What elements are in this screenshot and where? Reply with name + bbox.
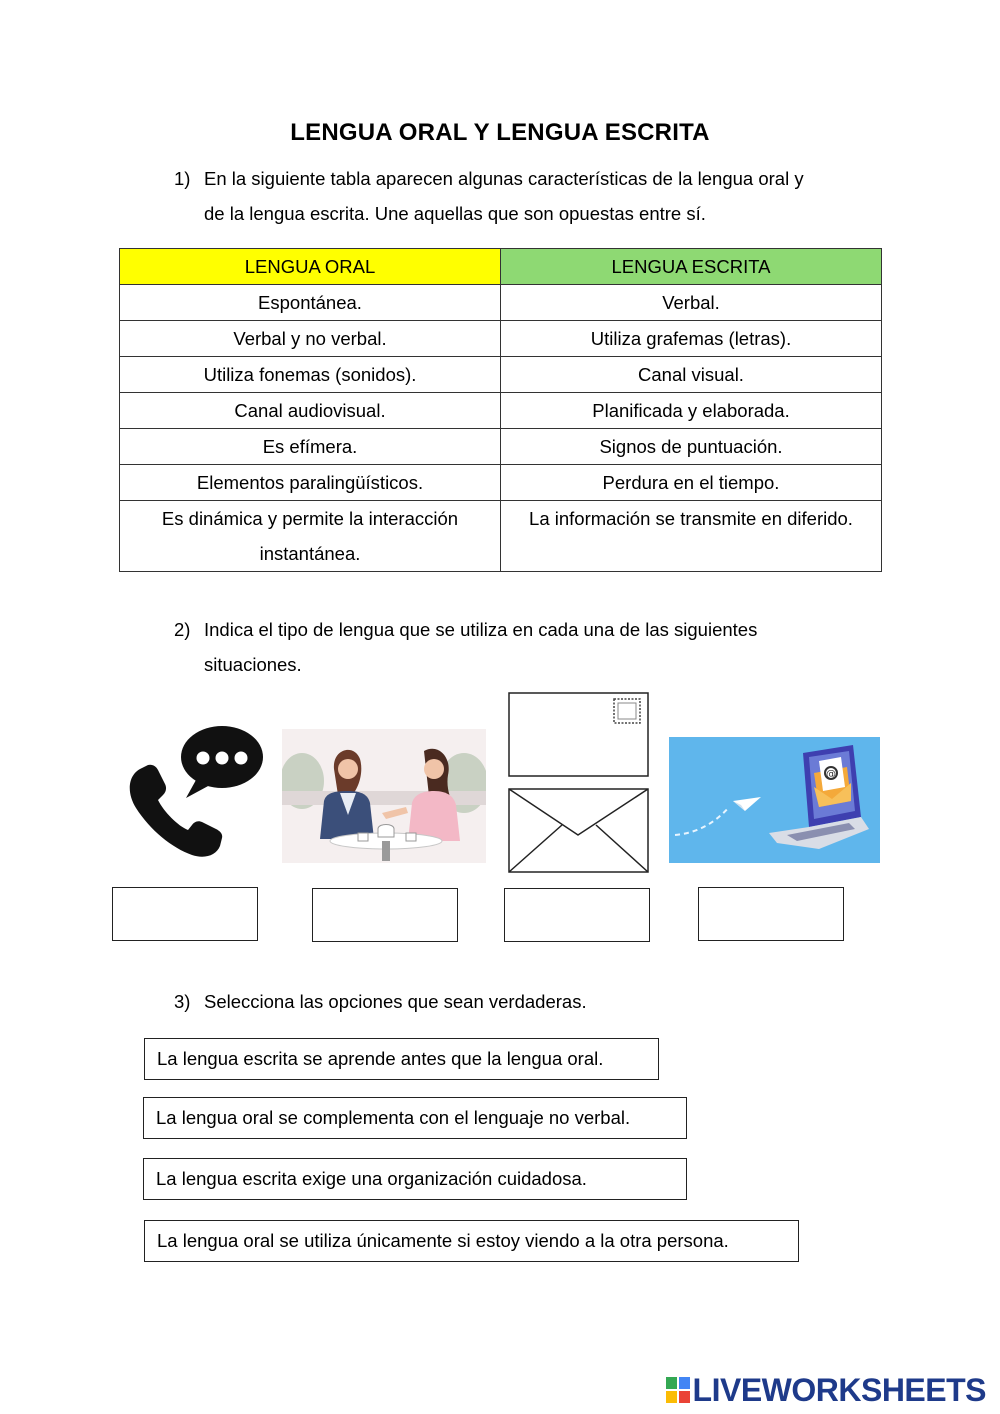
question-number: 1) [174, 168, 191, 189]
question-2 [174, 612, 894, 682]
question-number: 3) [174, 991, 191, 1012]
question-2-line-1: Indica el tipo de lengua que se utiliza en cada una de las siguientes [204, 619, 758, 640]
oral-cell[interactable]: Espontánea. [120, 285, 501, 321]
table-row [120, 429, 882, 465]
oral-cell[interactable]: Canal audiovisual. [120, 393, 501, 429]
option-1[interactable]: La lengua escrita se aprende antes que la lengua oral. [144, 1038, 659, 1080]
comparison-table [119, 248, 882, 572]
question-1 [174, 161, 894, 231]
option-3[interactable]: La lengua escrita exige una organización cuidadosa. [143, 1158, 687, 1200]
table-row [120, 321, 882, 357]
header-lengua-escrita: LENGUA ESCRITA [501, 249, 882, 285]
escrita-cell[interactable]: Utiliza grafemas (letras). [501, 321, 882, 357]
question-2-line-2: situaciones. [204, 654, 302, 675]
phone-call-icon [120, 722, 270, 862]
answer-box-phone[interactable] [112, 887, 258, 941]
letter-envelope-image [504, 685, 654, 875]
oral-cell[interactable]: Elementos paralingüísticos. [120, 465, 501, 501]
escrita-cell[interactable]: Perdura en el tiempo. [501, 465, 882, 501]
brand-name: LIVEWORKSHEETS [692, 1371, 986, 1408]
question-3-text: Selecciona las opciones que sean verdaderas. [204, 991, 587, 1012]
email-laptop-image [669, 737, 880, 863]
escrita-cell[interactable]: Signos de puntuación. [501, 429, 882, 465]
question-number: 2) [174, 619, 191, 640]
option-2[interactable]: La lengua oral se complementa con el lenguaje no verbal. [143, 1097, 687, 1139]
oral-cell-line-2: instantánea. [259, 543, 361, 564]
oral-cell[interactable]: Es efímera. [120, 429, 501, 465]
escrita-cell[interactable]: La información se transmite en diferido. [501, 501, 882, 572]
question-1-line-1: En la siguiente tabla aparecen algunas características de la lengua oral y [204, 168, 804, 189]
header-lengua-oral: LENGUA ORAL [120, 249, 501, 285]
page-title: LENGUA ORAL Y LENGUA ESCRITA [290, 119, 710, 146]
table-header-row [120, 249, 882, 285]
oral-cell[interactable] [120, 501, 501, 572]
liveworksheets-logo [666, 1372, 986, 1408]
question-3 [174, 984, 894, 1019]
answer-box-letter[interactable] [504, 888, 650, 942]
escrita-cell[interactable]: Canal visual. [501, 357, 882, 393]
table-row [120, 465, 882, 501]
table-row [120, 357, 882, 393]
live-badge-icon [666, 1377, 690, 1403]
escrita-cell[interactable]: Verbal. [501, 285, 882, 321]
conversation-image [282, 729, 486, 863]
answer-box-email[interactable] [698, 887, 844, 941]
answer-box-conversation[interactable] [312, 888, 458, 942]
table-row [120, 285, 882, 321]
option-4[interactable]: La lengua oral se utiliza únicamente si estoy viendo a la otra persona. [144, 1220, 799, 1262]
question-1-line-2: de la lengua escrita. Une aquellas que son opuestas entre sí. [204, 203, 706, 224]
svg-text:@: @ [826, 769, 836, 780]
table-row [120, 501, 882, 572]
oral-cell[interactable]: Verbal y no verbal. [120, 321, 501, 357]
table-row [120, 393, 882, 429]
oral-cell-line-1: Es dinámica y permite la interacción [161, 508, 459, 529]
escrita-cell[interactable]: Planificada y elaborada. [501, 393, 882, 429]
oral-cell[interactable]: Utiliza fonemas (sonidos). [120, 357, 501, 393]
